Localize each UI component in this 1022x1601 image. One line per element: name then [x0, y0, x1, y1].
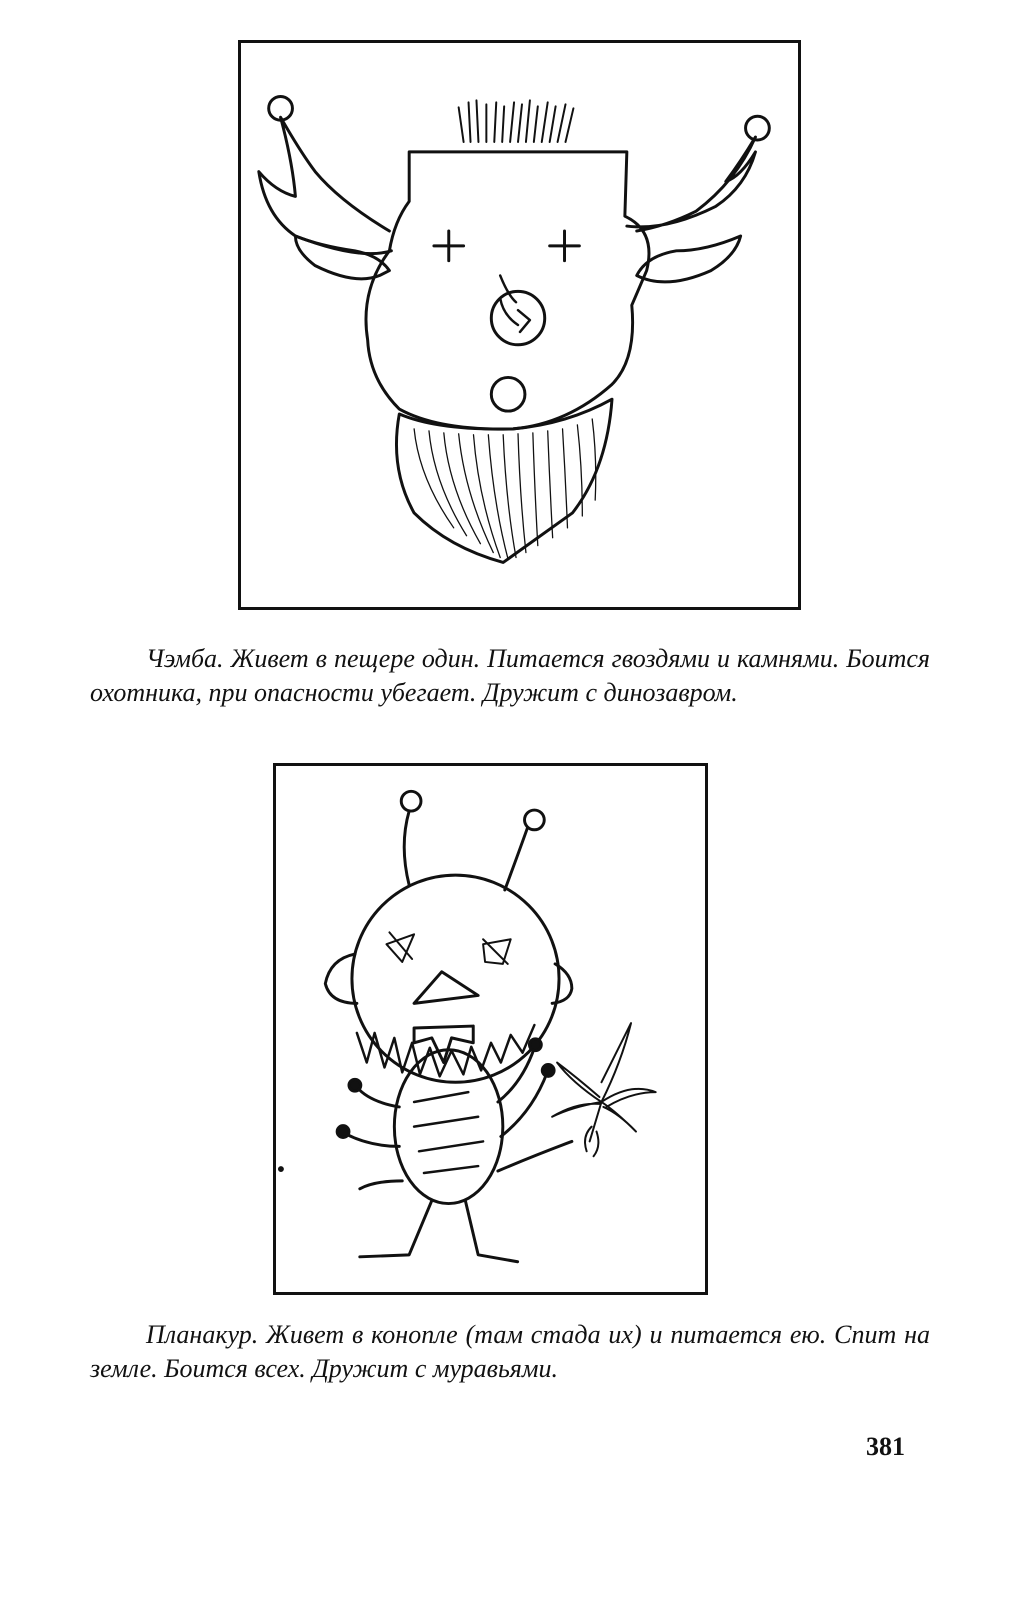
page-number: 381: [866, 1432, 905, 1461]
caption-planakur-text: Планакур. Живет в конопле (там стада их) и питается ею. Спит на земле. Боится всех. Дружит с муравьями.: [90, 1320, 930, 1383]
planakur-right-leg: [465, 1201, 517, 1262]
stray-mark: [279, 1168, 282, 1171]
planakur-left-arm-3: [360, 1181, 402, 1189]
planakur-right-antenna-ball: [525, 810, 545, 830]
chemba-beard-texture: [414, 419, 596, 559]
planakur-illustration: [276, 766, 705, 1292]
chemba-hair-tuft: [459, 100, 574, 142]
planakur-body-stripes: [414, 1092, 483, 1173]
planakur-left-leg: [360, 1201, 432, 1257]
caption-planakur: [90, 1318, 930, 1386]
planakur-right-hand-upper: [529, 1039, 541, 1051]
planakur-left-arm-lower: [345, 1134, 399, 1147]
chemba-right-eye: [550, 231, 580, 261]
planakur-left-antenna-ball: [401, 791, 421, 811]
chemba-right-ear-inner: [637, 236, 741, 282]
chemba-beard: [396, 399, 612, 562]
planakur-left-eye: [386, 932, 414, 962]
planakur-left-hand-upper: [349, 1079, 361, 1091]
planakur-hemp-plant: [552, 1023, 656, 1156]
planakur-left-antenna: [404, 811, 409, 885]
planakur-right-eye: [483, 939, 511, 964]
chemba-right-ear: [627, 137, 756, 231]
planakur-right-arm-lower: [501, 1072, 547, 1136]
planakur-right-hand-lower: [542, 1065, 554, 1077]
chemba-left-eye: [434, 231, 464, 261]
planakur-nose: [414, 972, 478, 1004]
planakur-right-ear: [552, 964, 572, 1003]
figure-chemba: [238, 40, 801, 610]
chemba-illustration: [241, 43, 798, 607]
planakur-left-arm-upper: [357, 1087, 399, 1107]
planakur-left-hand-lower: [337, 1126, 349, 1138]
chemba-right-ear-ball: [746, 116, 770, 140]
caption-chemba-text: Чэмба. Живет в пещере один. Питается гвоздями и камнями. Боится охотника, при опасности убегает. Дружит с динозавром.: [90, 644, 930, 707]
chemba-nose-detail: [500, 276, 530, 332]
figure-planakur: [273, 763, 708, 1295]
planakur-right-antenna: [505, 828, 528, 890]
planakur-body: [394, 1050, 502, 1204]
planakur-right-arm-3: [498, 1141, 572, 1171]
chemba-left-ear: [259, 117, 392, 253]
chemba-mouth: [491, 377, 525, 411]
caption-chemba: [90, 642, 930, 710]
